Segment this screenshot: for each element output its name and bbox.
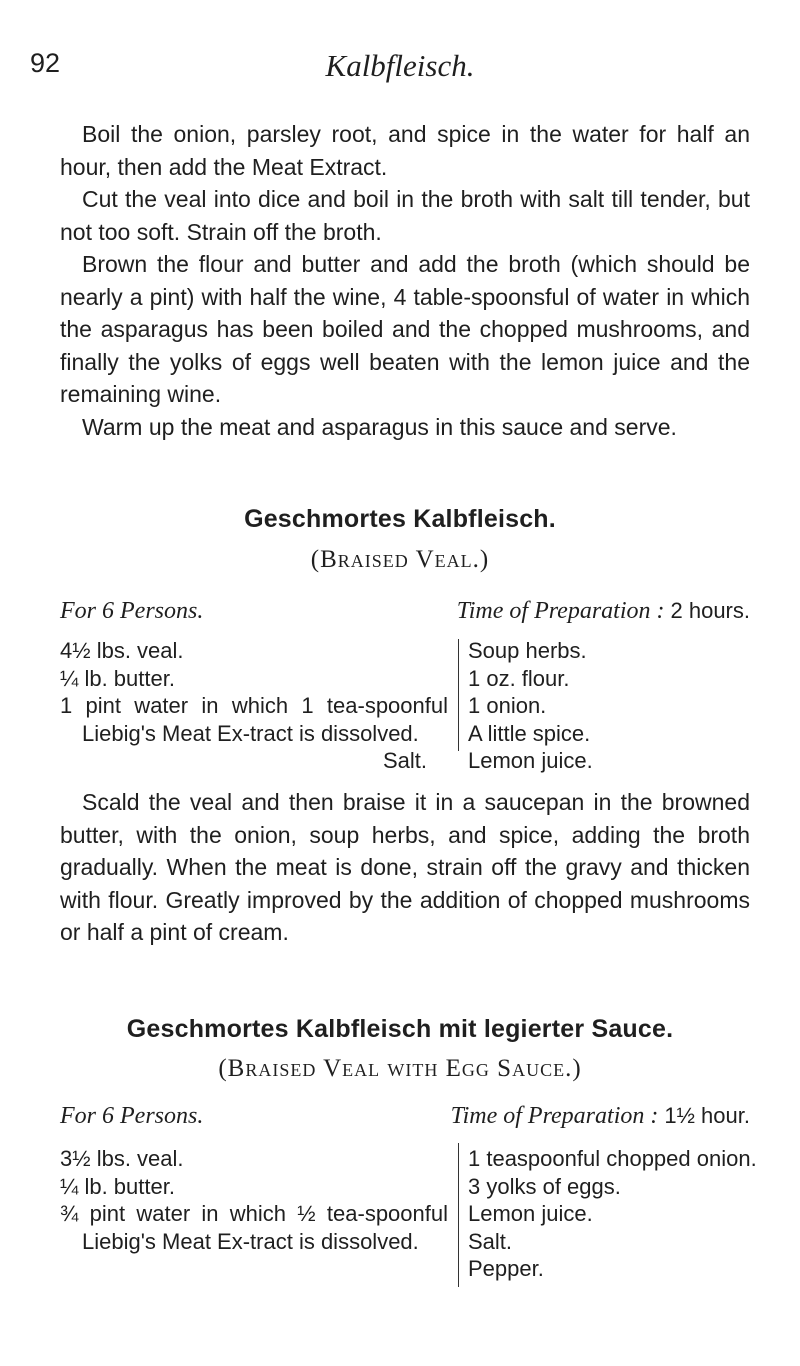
intro-paragraph: Boil the onion, parsley root, and spice in the water for half an hour, then add the Meat Extract. — [60, 121, 750, 180]
ingredient: Soup herbs. — [468, 638, 587, 663]
ingredient: 4½ lbs. veal. — [60, 638, 184, 663]
servings: For 6 Persons. — [60, 598, 204, 624]
ingredient-list — [60, 637, 750, 777]
servings: For 6 Persons. — [60, 1103, 204, 1129]
ingredient: Lemon juice. — [468, 748, 593, 773]
preparation-time-label: Time of Preparation : — [456, 598, 665, 624]
preparation-time-label: Time of Preparation : — [450, 1103, 659, 1129]
ingredient: ¼ lb. butter. — [60, 665, 175, 691]
ingredient-list — [60, 1145, 757, 1285]
ingredient-column-left — [60, 1145, 448, 1255]
recipe-title: Geschmortes Kalbfleisch. — [244, 505, 556, 533]
method-paragraph: Scald the veal and then braise it in a saucepan in the browned butter, with the onion, soup herbs, and spice, adding the broth gradually. When the meat is done, strain off the gravy and thicken with flour. Greatly improved by the addition of chopped mushrooms or half a pint of cream. — [60, 789, 750, 945]
ingredient: 1 pint water in which 1 tea-spoonful Liebig's Meat Ex-tract is dissolved. — [60, 693, 448, 746]
ingredient-column-left — [60, 637, 448, 747]
preparation-time — [457, 598, 750, 625]
ingredient: 1 oz. flour. — [468, 665, 570, 691]
ingredient: A little spice. — [468, 720, 591, 746]
preparation-time-value: 2 hours. — [670, 598, 750, 623]
recipe-meta — [60, 598, 750, 630]
preparation-time-value: 1½ hour. — [664, 1103, 750, 1128]
ingredient: Salt. — [468, 1228, 513, 1254]
page-header — [30, 48, 770, 92]
recipe-meta — [60, 1103, 750, 1135]
intro-paragraph: Cut the veal into dice and boil in the broth with salt till tender, but not too soft. Strain off the broth. — [60, 186, 750, 245]
ingredient: 3 yolks of eggs. — [468, 1173, 621, 1199]
recipe-subtitle: (Braised Veal.) — [310, 546, 490, 573]
ingredient: ¼ lb. butter. — [60, 1173, 175, 1199]
intro-paragraph: Brown the flour and butter and add the broth (which should be nearly a pint) with half the wine, 4 table-spoonsful of water in which the asparagus has been boiled and the chopped mushrooms, and finally the yolks of eggs well beaten with the lemon juice and the remaining wine. — [60, 251, 750, 407]
column-divider — [458, 1143, 459, 1287]
ingredient-column-right — [468, 1145, 757, 1283]
recipe-title: Geschmortes Kalbfleisch mit legierter Sauce. — [126, 1015, 674, 1043]
ingredient-footer: Salt. — [382, 748, 428, 773]
ingredient: ¾ pint water in which ½ tea-spoonful Liebig's Meat Ex-tract is dissolved. — [60, 1201, 448, 1254]
recipe-subtitle: (Braised Veal with Egg Sauce.) — [218, 1055, 582, 1082]
page-number: 92 — [30, 48, 61, 78]
ingredient: Lemon juice. — [468, 1201, 593, 1226]
running-title: Kalbfleisch. — [325, 48, 475, 83]
ingredient: 3½ lbs. veal. — [60, 1146, 184, 1171]
ingredient: Pepper. — [468, 1256, 544, 1281]
column-divider — [458, 639, 459, 751]
ingredient: 1 onion. — [468, 693, 547, 718]
preparation-time — [451, 1103, 750, 1130]
intro-paragraph: Warm up the meat and asparagus in this sauce and serve. — [82, 413, 677, 440]
ingredient: 1 teaspoonful chopped onion. — [468, 1146, 757, 1171]
recipe-method — [60, 786, 750, 949]
intro-text — [60, 118, 750, 443]
